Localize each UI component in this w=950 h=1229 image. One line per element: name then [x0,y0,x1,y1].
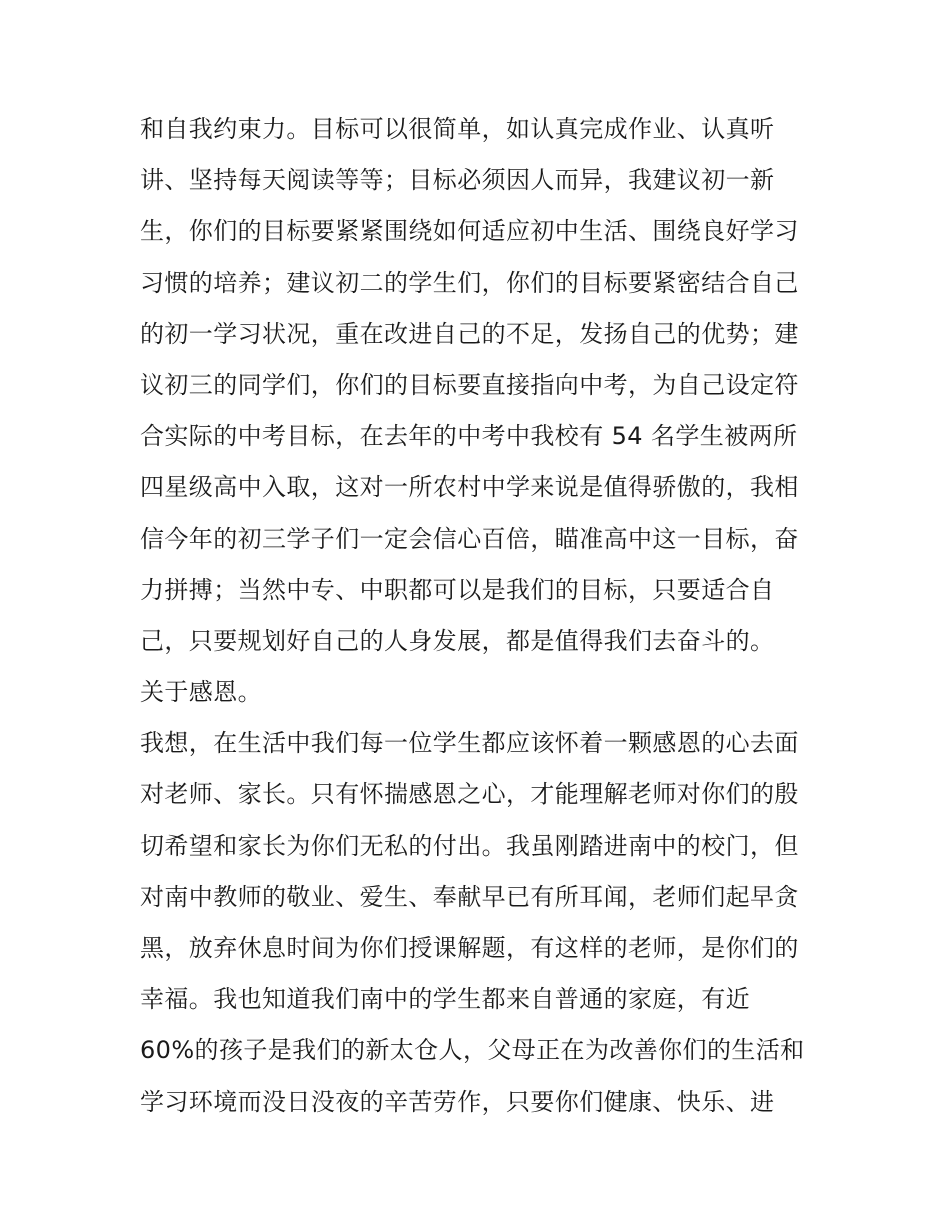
text-line: 黑，放弃休息时间为你们授课解题，有这样的老师，是你们的 [140,934,799,962]
text-line: 对南中教师的敬业、爱生、奉献早已有所耳闻，老师们起早贪 [140,882,799,911]
text-line: 力拼搏；当然中专、中职都可以是我们的目标，只要适合自 [140,575,775,604]
text-line: 对老师、家长。只有怀揣感恩之心，才能理解老师对你们的殷 [140,780,799,809]
body-text [140,109,820,1133]
text-line: 60%的孩子是我们的新太仓人，父母正在为改善你们的生活和 [140,1036,805,1065]
section-heading: 关于感恩。 [140,678,262,707]
text-line: 的初一学习状况，重在改进自己的不足，发扬自己的优势；建 [140,319,799,348]
text-line: 己，只要规划好自己的人身发展，都是值得我们去奋斗的。 [140,626,775,655]
text-line: 切希望和家长为你们无私的付出。我虽刚踏进南中的校门，但 [140,831,799,860]
text-line: 习惯的培养；建议初二的学生们，你们的目标要紧密结合自己 [140,268,799,297]
text-line: 幸福。我也知道我们南中的学生都来自普通的家庭，有近 [140,985,750,1014]
text-line: 议初三的同学们，你们的目标要直接指向中考，为自己设定符 [140,370,799,399]
text-line: 合实际的中考目标，在去年的中考中我校有 54 名学生被两所 [140,422,798,451]
text-line: 学习环境而没日没夜的辛苦劳作，只要你们健康、快乐、进 [140,1087,775,1116]
text-line: 生，你们的目标要紧紧围绕如何适应初中生活、围绕良好学习 [140,217,799,246]
text-line: 我想，在生活中我们每一位学生都应该怀着一颗感恩的心去面 [140,729,799,758]
text-line: 和自我约束力。目标可以很简单，如认真完成作业、认真听 [140,115,775,143]
text-line: 四星级高中入取，这对一所农村中学来说是值得骄傲的，我相 [140,473,799,502]
text-line: 讲、坚持每天阅读等等；目标必须因人而异，我建议初一新 [140,166,775,195]
text-line: 信今年的初三学子们一定会信心百倍，瞄准高中这一目标，奋 [140,524,799,553]
